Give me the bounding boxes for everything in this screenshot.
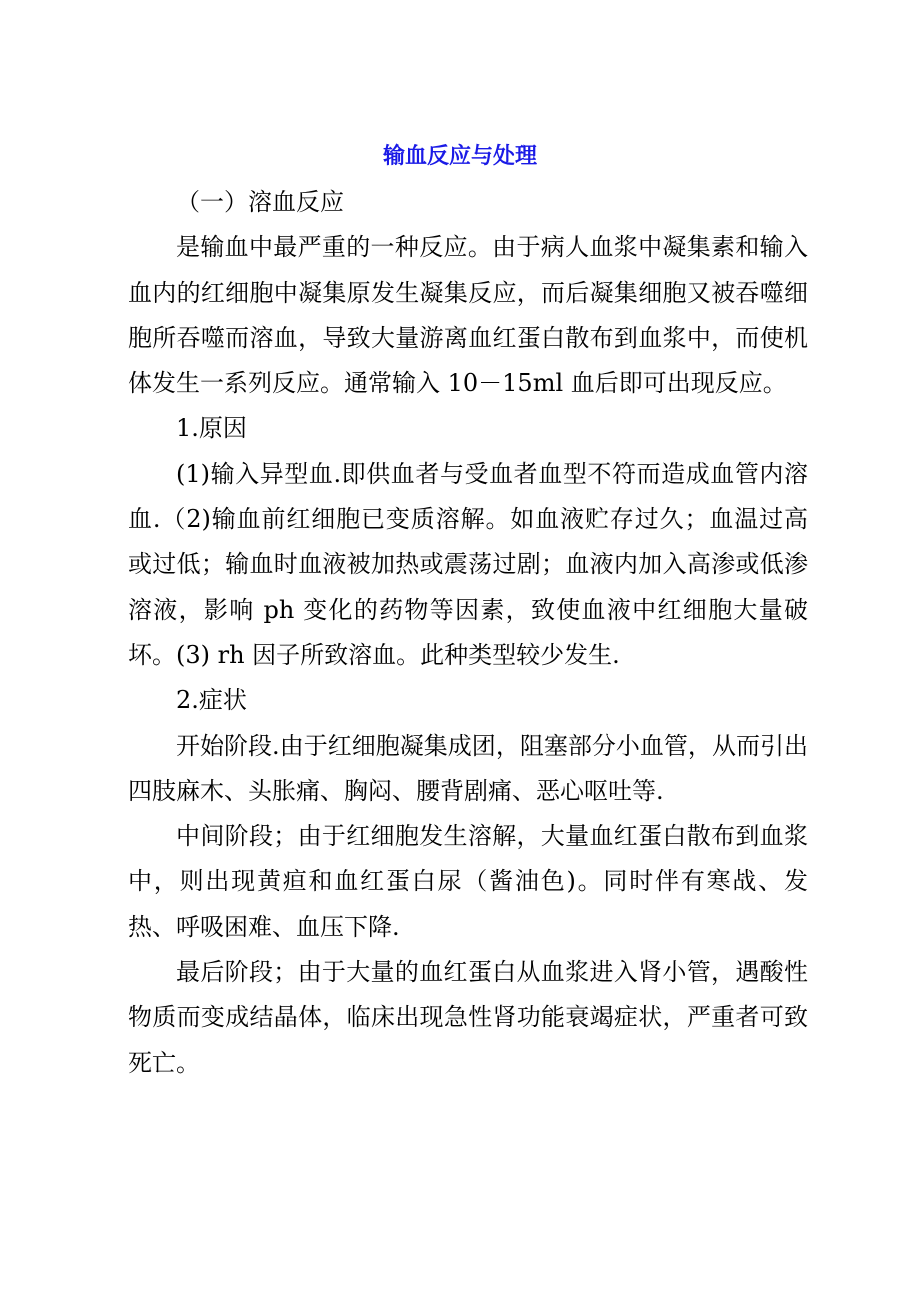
paragraph-final-stage: 最后阶段；由于大量的血红蛋白从血浆进入肾小管，遇酸性物质而变成结晶体，临床出现急性肾功能衰竭症状，严重者可致死亡。 <box>128 958 808 1077</box>
document-title: 输血反应与处理 <box>382 144 537 169</box>
subheading-symptoms: 2.症状 <box>176 686 247 715</box>
paragraph-definition: 是输血中最严重的一种反应。由于病人血浆中凝集素和输入血内的红细胞中凝集原发生凝集反应，而后凝集细胞又被吞噬细胞所吞噬而溶血，导致大量游离血红蛋白散布到血浆中，而使机体发生一系列反应。通常输入 10－15ml 血后即可出现反应。 <box>128 233 808 398</box>
section-heading-hemolytic-reaction: （一）溶血反应 <box>176 188 344 216</box>
paragraph-middle-stage: 中间阶段；由于红细胞发生溶解，大量血红蛋白散布到血浆中，则出现黄疸和血红蛋白尿（酱油色)。同时伴有寒战、发热、呼吸困难、血压下降. <box>128 822 808 941</box>
subheading-cause: 1.原因 <box>176 414 247 443</box>
document-body <box>128 180 808 1086</box>
paragraph-causes: (1)输入异型血.即供血者与受血者血型不符而造成血管内溶血.（2)输血前红细胞已变质溶解。如血液贮存过久；血温过高或过低；输血时血液被加热或震荡过剧；血液内加入高渗或低渗溶液，影响 ph 变化的药物等因素，致使血液中红细胞大量破坏。(3) rh 因子所致溶血。此种类型较少发生. <box>128 459 808 669</box>
paragraph-initial-stage: 开始阶段.由于红细胞凝集成团，阻塞部分小血管，从而引出四肢麻木、头胀痛、胸闷、腰背剧痛、恶心呕吐等. <box>128 731 808 805</box>
